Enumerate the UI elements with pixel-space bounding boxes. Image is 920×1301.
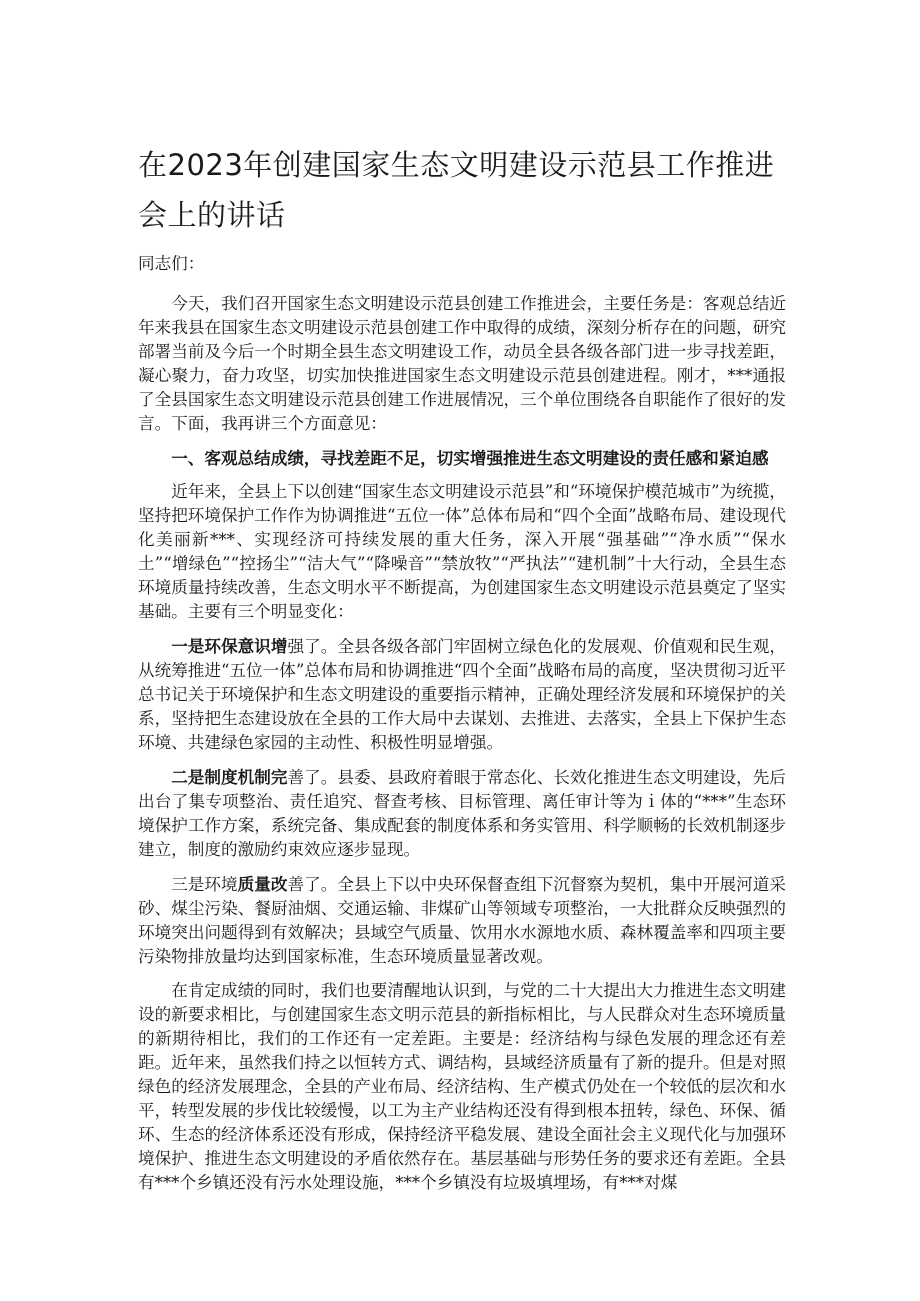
- intro-paragraph: 今天，我们召开国家生态文明建设示范县创建工作推进会，主要任务是：客观总结近年来我县在国家生态文明建设示范县创建工作中取得的成绩，深刻分析存在的问题，研究部署当前及今后一个时期全县生态文明建设工作，动员全县各级各部门进一步寻找差距，凝心聚力，奋力攻坚，切实加快推进国家生态文明建设示范县创建进程。刚才，***通报了全县国家生态文明建设示范县创建工作进展情况，三个单位围绕各自职能作了很好的发言。下面，我再讲三个方面意见：: [138, 294, 786, 433]
- recent-years-paragraph: 近年来，全县上下以创建“国家生态文明建设示范县”和“环境保护模范城市”为统揽，坚持把环境保护工作作为协调推进“五位一体”总体布局和“四个全面”战略布局、建设现代化美丽新***、实现经济可持续发展的重大任务，深入开展“强基础”“净水质”“保水土”“增绿色”“控扬尘”“洁大气”“降噪音”“禁放牧”“严执法”“建机制”十大行动，全县生态环境质量持续改善，生态文明水平不断提高，为创建国家生态文明建设示范县奠定了坚实基础。主要有三个明显变化：: [138, 482, 786, 621]
- change-3-lead: 质量改: [237, 874, 288, 894]
- change-1-body: 强了。全县各级各部门牢固树立绿色化的发展观、价值观和民生观，从统筹推进“五位一体”总体布局和协调推进“四个全面”战略布局的高度，坚决贯彻习近平总书记关于环境保护和生态文明建设的重要指示精神，正确处理经济发展和环境保护的关系，坚持把生态建设放在全县的工作大局中去谋划、去推进、去落实，全县上下保护生态环境、共建绿色家园的主动性、积极性明显增强。: [138, 637, 787, 752]
- section-heading-1: 一、客观总结成绩，寻找差距不足，切实增强推进生态文明建设的责任感和紧迫感: [171, 448, 769, 468]
- change-3-pre: 三是环境: [171, 875, 238, 894]
- change-2-paragraph: [138, 765, 786, 862]
- change-3-body: 善了。全县上下以中央环保督查组下沉督察为契机，集中开展河道采砂、煤尘污染、餐厨油烟、交通运输、非煤矿山等领域专项整治，一大批群众反映强烈的环境突出问题得到有效解决；县域空气质量、饮用水水源地水质、森林覆盖率和四项主要污染物排放量均达到国家标准，生态环境质量显著改观。: [138, 875, 787, 966]
- change-2-lead: 二是制度机制完: [171, 767, 288, 787]
- change-1-lead: 一是环保意识增: [171, 636, 288, 656]
- gap-paragraph: 在肯定成绩的同时，我们也要清醒地认识到，与党的二十大提出大力推进生态文明建设的新要求相比，与创建国家生态文明示范县的新指标相比，与人民群众对生态环境质量的新期待相比，我们的工作还有一定差距。主要是：经济结构与绿色发展的理念还有差距。近年来，虽然我们持之以恒转方式、调结构，县域经济质量有了新的提升。但是对照绿色的经济发展理念，全县的产业布局、经济结构、生产模式仍处在一个较低的层次和水平，转型发展的步伐比较缓慢，以工为主产业结构还没有得到根本扭转，绿色、环保、循环、生态的经济体系还没有形成，保持经济平稳发展、建设全面社会主义现代化与加强环境保护、推进生态文明建设的矛盾依然存在。基层基础与形势任务的要求还有差距。全县有***个乡镇还没有污水处理设施，***个乡镇没有垃圾填埋场，有***对煤: [138, 981, 786, 1192]
- salutation: 同志们：: [138, 254, 205, 273]
- change-1-paragraph: [138, 634, 786, 755]
- document-page: [138, 140, 786, 1205]
- change-3-paragraph: [138, 872, 786, 969]
- change-2-body: 善了。县委、县政府着眼于常态化、长效化推进生态文明建设，先后出台了集专项整治、责任追究、督查考核、目标管理、离任审计等为ｉ体的“***”生态环境保护工作方案，系统完备、集成配套的制度体系和务实管用、科学顺畅的长效机制逐步建立，制度的激励约束效应逐步显现。: [138, 768, 787, 859]
- document-title: 在2023年创建国家生态文明建设示范县工作推进会上的讲话: [138, 148, 775, 232]
